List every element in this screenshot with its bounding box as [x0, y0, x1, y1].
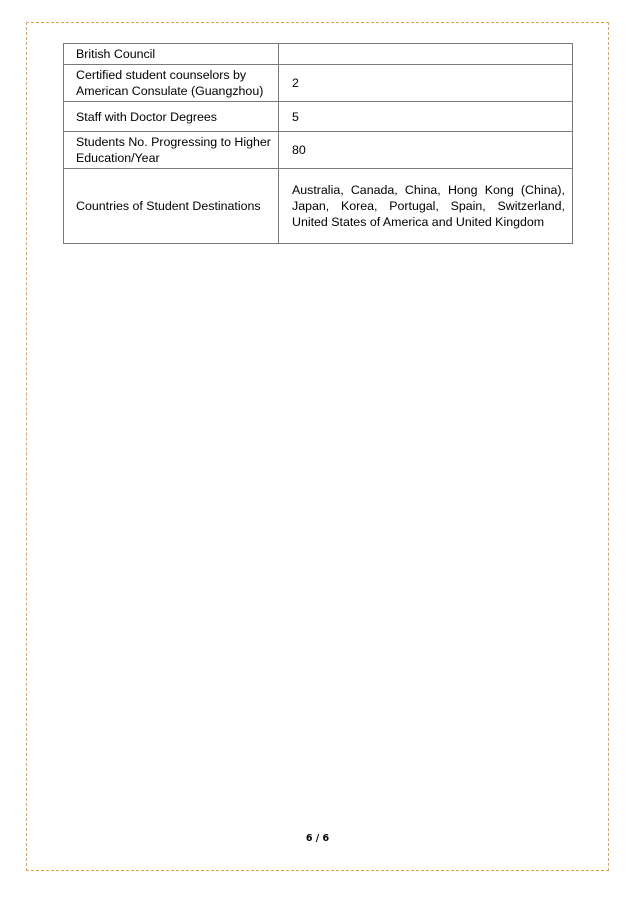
row-label: British Council	[64, 44, 279, 65]
row-label: Certified student counselors by American Consulate (Guangzhou)	[64, 65, 279, 102]
row-value: 80	[279, 132, 573, 169]
table-row	[64, 169, 573, 244]
row-label: Staff with Doctor Degrees	[64, 102, 279, 132]
row-value: 5	[279, 102, 573, 132]
info-table	[63, 43, 573, 244]
table-row	[64, 65, 573, 102]
table-row	[64, 102, 573, 132]
row-value	[279, 44, 573, 65]
row-value: 2	[279, 65, 573, 102]
page-number: 6 / 6	[305, 833, 330, 844]
table-row	[64, 44, 573, 65]
row-value: Australia, Canada, China, Hong Kong (China), Japan, Korea, Portugal, Spain, Switzerland, United States of America and United Kingdom	[279, 169, 573, 244]
row-label: Countries of Student Destinations	[64, 169, 279, 244]
table-row	[64, 132, 573, 169]
row-label: Students No. Progressing to Higher Education/Year	[64, 132, 279, 169]
